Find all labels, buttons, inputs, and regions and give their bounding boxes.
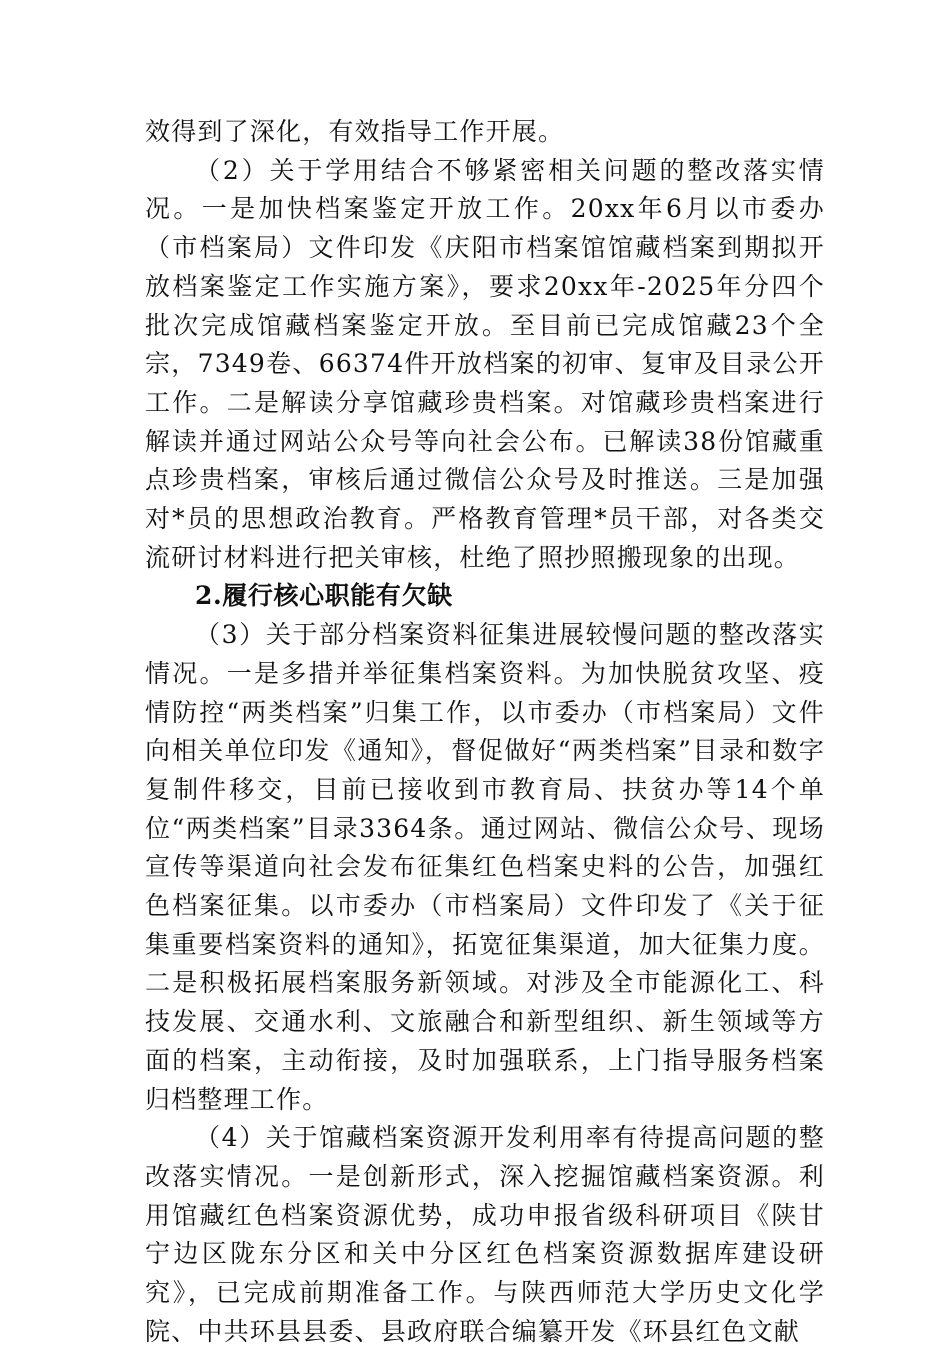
- paragraph-item-4: （4）关于馆藏档案资源开发利用率有待提高问题的整改落实情况。一是创新形式，深入挖掘馆藏档案资源。利用馆藏红色档案资源优势，成功申报省级科研项目《陕甘宁边区陇东分区和关中分区红色档案资源数据库建设研究》，已完成前期准备工作。与陕西师范大学历史文化学院、中共环县县委、县政府联合编纂开发《环县红色文献: [145, 1123, 825, 1346]
- document-body: [145, 113, 825, 1352]
- paragraph-item-2: （2）关于学用结合不够紧密相关问题的整改落实情况。一是加快档案鉴定开放工作。20xx年6月以市委办（市档案局）文件印发《庆阳市档案馆馆藏档案到期拟开放档案鉴定工作实施方案》，要求20xx年-2025年分四个批次完成馆藏档案鉴定开放。至目前已完成馆藏23个全宗，7349卷、66374件开放档案的初审、复审及目录公开工作。二是解读分享馆藏珍贵档案。对馆藏珍贵档案进行解读并通过网站公众号等向社会公布。已解读38份馆藏重点珍贵档案，审核后通过微信公众号及时推送。三是加强对*员的思想政治教育。严格教育管理*员干部，对各类交流研讨材料进行把关审核，杜绝了照抄照搬现象的出现。: [145, 155, 825, 572]
- paragraph-continuation: 效得到了深化，有效指导工作开展。: [145, 117, 565, 146]
- section-heading: 2.履行核心职能有欠缺: [195, 581, 453, 611]
- paragraph-item-3: （3）关于部分档案资料征集进展较慢问题的整改落实情况。一是多措并举征集档案资料。为加快脱贫攻坚、疫情防控“两类档案”归集工作，以市委办（市档案局）文件向相关单位印发《通知》，督促做好“两类档案”目录和数字复制件移交，目前已接收到市教育局、扶贫办等14个单位“两类档案”目录3364条。通过网站、微信公众号、现场宣传等渠道向社会发布征集红色档案史料的公告，加强红色档案征集。以市委办（市档案局）文件印发了《关于征集重要档案资料的通知》，拓宽征集渠道，加大征集力度。二是积极拓展档案服务新领域。对涉及全市能源化工、科技发展、交通水利、文旅融合和新型组织、新生领域等方面的档案，主动衔接，及时加强联系，上门指导服务档案归档整理工作。: [145, 620, 825, 1114]
